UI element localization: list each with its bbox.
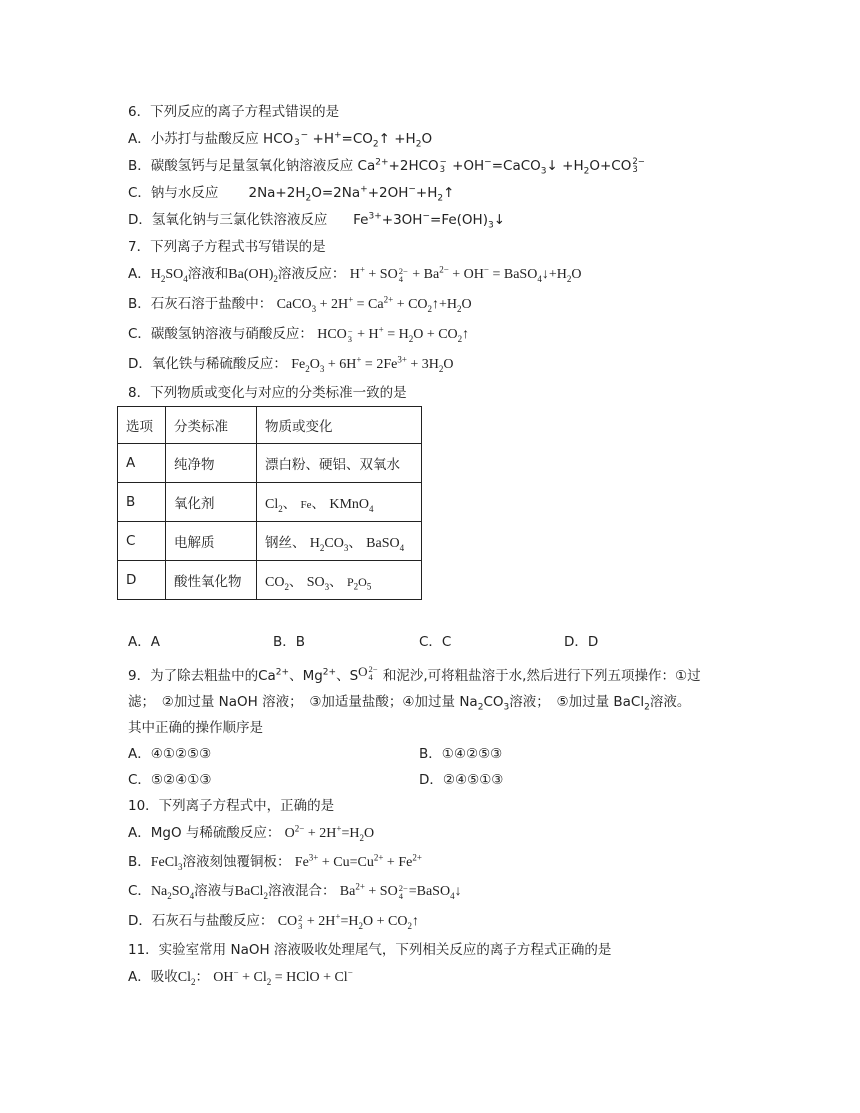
q9-choice-c: C．⑤②④①③ xyxy=(128,772,212,788)
classification-table xyxy=(117,406,422,600)
q10-option-d: D．石灰石与盐酸反应： CO 2 3 + $2H^+=H_2O$ + $CO_2↑$ xyxy=(128,911,419,931)
table-header: 分类标准 xyxy=(166,407,257,444)
q10-option-b: B．FeCl$_3$溶液刻蚀覆铜板： $Fe^{3+} + Cu=Cu^{2+} + Fe^{2+}$ xyxy=(128,852,422,872)
table-cell: 钢丝、 $H_2CO_3$、 BaSO$_4$ xyxy=(257,522,422,561)
q9-choice-b: B．①④②⑤③ xyxy=(419,746,503,762)
q11-stem: 11．实验室常用 NaOH 溶液吸收处理尾气，下列相关反应的离子方程式正确的是 xyxy=(128,942,612,958)
table-cell: $CO_2$、 $SO_3$、 $P_2O_5$ xyxy=(257,561,422,600)
q7-option-b: B．石灰石溶于盐酸中： CaCO$_3$ + $2H^+ = Ca^{2+}$ + $CO_2↑+H_2O$ xyxy=(128,294,472,314)
q10-option-c: C．$Na_2SO_4$溶液与BaCl$_2$溶液混合： $Ba^{2+}$ + SO 2− 4 =BaSO$_4$↓ xyxy=(128,881,462,901)
q10-stem: 10．下列离子方程式中，正确的是 xyxy=(128,798,335,814)
table-row xyxy=(118,444,422,483)
q6-option-b: B．碳酸氢钙与足量氢氧化钠溶液反应 $Ca^{2+}+2HCO$ − 3 +OH−=CaCO$_3$↓ $+H_2O+CO$ 2− 3 xyxy=(128,157,645,177)
table-cell: D xyxy=(118,561,166,600)
table-cell: 电解质 xyxy=(166,522,257,561)
table-row xyxy=(118,522,422,561)
q6-option-a: A．小苏打与盐酸反应 HCO 3 $^- +H^+=CO_2↑ +H_2O$ xyxy=(128,130,433,150)
q8-choice-c: C．C xyxy=(419,634,452,650)
table-cell: $Cl_2$、 Fe、 KMnO$_4$ xyxy=(257,483,422,522)
table-cell: 氧化剂 xyxy=(166,483,257,522)
table-header-row xyxy=(118,407,422,444)
table-cell: 纯净物 xyxy=(166,444,257,483)
q9-line-3: 其中正确的操作顺序是 xyxy=(128,720,263,736)
q10-option-a: A．MgO 与稀硫酸反应： $O^{2-} + 2H^+=H_2O$ xyxy=(128,823,375,843)
table-cell: B xyxy=(118,483,166,522)
q6-stem: 6．下列反应的离子方程式错误的是 xyxy=(128,104,340,120)
q9-line-2: 滤； ②加过量 NaOH 溶液； ③加适量盐酸；④加过量 $Na_2CO_3$溶液； ⑤加过量 BaCl$_2$溶液。 xyxy=(128,694,691,713)
table-row xyxy=(118,561,422,600)
q9-choice-a: A．④①②⑤③ xyxy=(128,746,212,762)
table-header: 物质或变化 xyxy=(257,407,422,444)
q6-option-c: C．钠与水反应 $2Na+2H_2O=2Na^++2OH^-+H_2↑$ xyxy=(128,184,455,204)
q9-line-1: 9．为了除去粗盐中的$Ca^{2+}$、$Mg^{2+}$、SO 2− 4 和泥沙,可将粗盐溶于水,然后进行下列五项操作：①过 xyxy=(128,664,701,684)
table-cell: A xyxy=(118,444,166,483)
table-header: 选项 xyxy=(118,407,166,444)
q7-option-a: A．$H_2SO_4$溶液和$Ba(OH)_2$溶液反应： H+ + SO 2− 4 + $Ba^{2-} + OH^-$ = $BaSO_4↓+H_2O$ xyxy=(128,264,582,284)
q8-stem: 8．下列物质或变化与对应的分类标准一致的是 xyxy=(128,385,407,401)
table-cell: 漂白粉、硬铝、双氧水 xyxy=(257,444,422,483)
q8-choice-a: A．A xyxy=(128,634,160,650)
q11-option-a: A．吸收$Cl_2$： $OH^- + Cl_2$ = HClO + Cl− xyxy=(128,967,353,987)
q9-choice-d: D．②④⑤①③ xyxy=(419,772,504,788)
q7-option-c: C．碳酸氢钠溶液与硝酸反应： HCO − 3 + $H^+ = H_2O$ + $CO_2↑$ xyxy=(128,324,470,344)
q8-choice-b: B．B xyxy=(273,634,306,650)
q7-option-d: D．氧化铁与稀硫酸反应： $Fe_2O_3 + 6H^+ = 2Fe^{3+} + 3H_2O$ xyxy=(128,354,454,374)
q6-option-d: D．氢氧化钠与三氯化铁溶液反应 $Fe^{3+}+3OH^-=Fe(OH)_3↓$ xyxy=(128,211,506,231)
q8-choice-d: D．D xyxy=(564,634,599,650)
table-cell: C xyxy=(118,522,166,561)
table-cell: 酸性氧化物 xyxy=(166,561,257,600)
q7-stem: 7．下列离子方程式书写错误的是 xyxy=(128,239,326,255)
table-row xyxy=(118,483,422,522)
